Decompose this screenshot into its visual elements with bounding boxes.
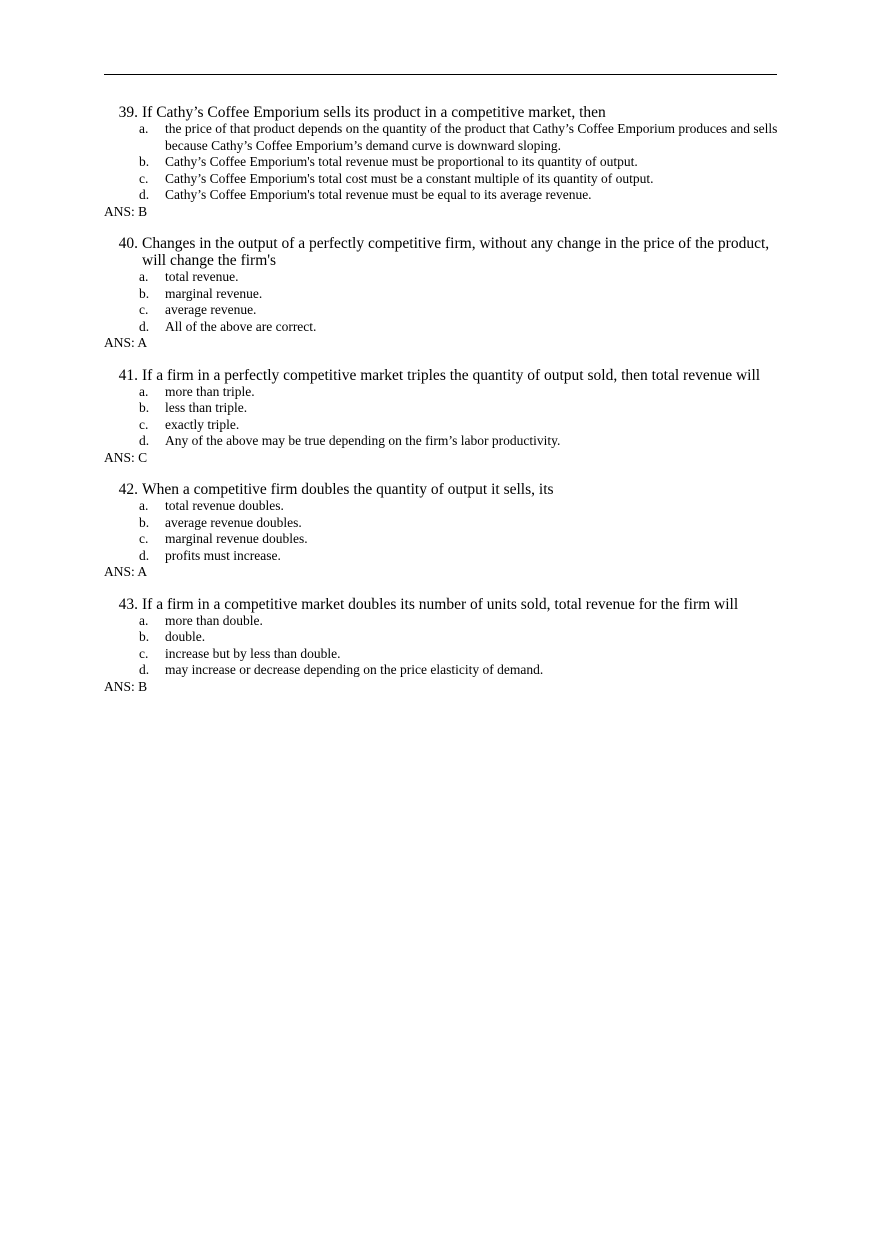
option-list [104, 121, 784, 204]
question-text: If a firm in a perfectly competitive market triples the quantity of output sold, then total revenue will [142, 366, 761, 384]
option-text: more than double. [165, 612, 263, 628]
question-stem [104, 596, 784, 613]
question-text: If a firm in a competitive market doubles its number of units sold, total revenue for the firm will [142, 595, 739, 613]
option-letter: a. [139, 612, 149, 628]
option-letter: a. [139, 121, 149, 136]
option-text: Cathy’s Coffee Emporium's total revenue must be proportional to its quantity of output. [165, 154, 638, 169]
option-text: marginal revenue. [165, 285, 263, 301]
option-c [104, 646, 784, 663]
option-text: Any of the above may be true depending on the firm’s labor productivity. [165, 433, 561, 448]
answer-key: ANS: C [104, 449, 148, 465]
question-stem [104, 367, 784, 384]
option-letter: b. [139, 285, 150, 301]
option-b [104, 286, 784, 303]
question-text: If Cathy’s Coffee Emporium sells its product in a competitive market, then [142, 104, 606, 121]
option-letter: c. [139, 531, 149, 546]
option-b [104, 629, 784, 646]
question-text: When a competitive firm doubles the quantity of output it sells, its [142, 481, 554, 498]
option-text: All of the above are correct. [165, 318, 317, 334]
option-c [104, 302, 784, 319]
answer-key: ANS: A [104, 564, 148, 579]
option-text: average revenue. [165, 302, 257, 317]
option-list [104, 613, 784, 679]
option-letter: b. [139, 154, 150, 169]
question-43 [104, 596, 784, 696]
question-number: 42. [118, 481, 138, 498]
option-d [104, 319, 784, 336]
option-d [104, 433, 784, 450]
question-text: Changes in the output of a perfectly competitive firm, without any change in the price of the product, will change the firm's [142, 235, 770, 269]
question-stem [104, 104, 784, 121]
option-d [104, 662, 784, 679]
question-stem [104, 481, 784, 498]
option-d [104, 187, 784, 204]
option-b [104, 154, 784, 171]
option-text: profits must increase. [165, 547, 281, 563]
option-letter: d. [139, 662, 150, 677]
option-letter: b. [139, 514, 150, 530]
option-text: marginal revenue doubles. [165, 531, 308, 546]
option-letter: b. [139, 629, 150, 644]
option-letter: d. [139, 318, 150, 334]
option-letter: c. [139, 645, 149, 661]
option-text: exactly triple. [165, 416, 240, 432]
question-number: 43. [118, 595, 138, 613]
option-letter: d. [139, 547, 150, 563]
question-number: 41. [118, 366, 138, 384]
option-a [104, 269, 784, 286]
option-a [104, 613, 784, 630]
option-text: average revenue doubles. [165, 514, 302, 530]
option-c [104, 531, 784, 548]
answer-key: ANS: B [104, 203, 148, 219]
option-text: the price of that product depends on the quantity of the product that Cathy’s Coffee Emporium produces and sells because Cathy’s Coffee Emporium’s demand curve is downward sloping. [165, 121, 778, 153]
option-a [104, 121, 784, 154]
question-number: 40. [118, 235, 138, 252]
option-text: more than triple. [165, 383, 255, 399]
question-stem [104, 235, 784, 269]
option-letter: c. [139, 170, 149, 186]
option-letter: d. [139, 433, 150, 448]
question-42 [104, 481, 784, 581]
option-text: total revenue. [165, 269, 239, 284]
question-41 [104, 367, 784, 467]
option-text: double. [165, 629, 206, 644]
option-c [104, 171, 784, 188]
option-letter: d. [139, 187, 150, 202]
option-a [104, 384, 784, 401]
option-list [104, 269, 784, 335]
option-b [104, 515, 784, 532]
option-a [104, 498, 784, 515]
question-40 [104, 235, 784, 352]
option-letter: c. [139, 302, 149, 317]
option-letter: a. [139, 498, 149, 513]
option-list [104, 498, 784, 564]
question-list [104, 104, 784, 710]
option-text: less than triple. [165, 400, 248, 415]
option-text: may increase or decrease depending on the price elasticity of demand. [165, 662, 544, 677]
option-list [104, 384, 784, 450]
option-c [104, 417, 784, 434]
option-text: Cathy’s Coffee Emporium's total revenue must be equal to its average revenue. [165, 187, 592, 202]
option-text: increase but by less than double. [165, 645, 341, 661]
question-number: 39. [118, 104, 138, 121]
option-b [104, 400, 784, 417]
option-letter: c. [139, 416, 149, 432]
option-letter: a. [139, 383, 149, 399]
answer-key: ANS: B [104, 678, 148, 694]
option-text: total revenue doubles. [165, 498, 284, 513]
option-text: Cathy’s Coffee Emporium's total cost must be a constant multiple of its quantity of output. [165, 170, 654, 186]
answer-key: ANS: A [104, 335, 148, 350]
question-39 [104, 104, 784, 220]
option-letter: b. [139, 400, 150, 415]
option-d [104, 548, 784, 565]
option-letter: a. [139, 269, 149, 284]
header-rule [104, 74, 777, 75]
